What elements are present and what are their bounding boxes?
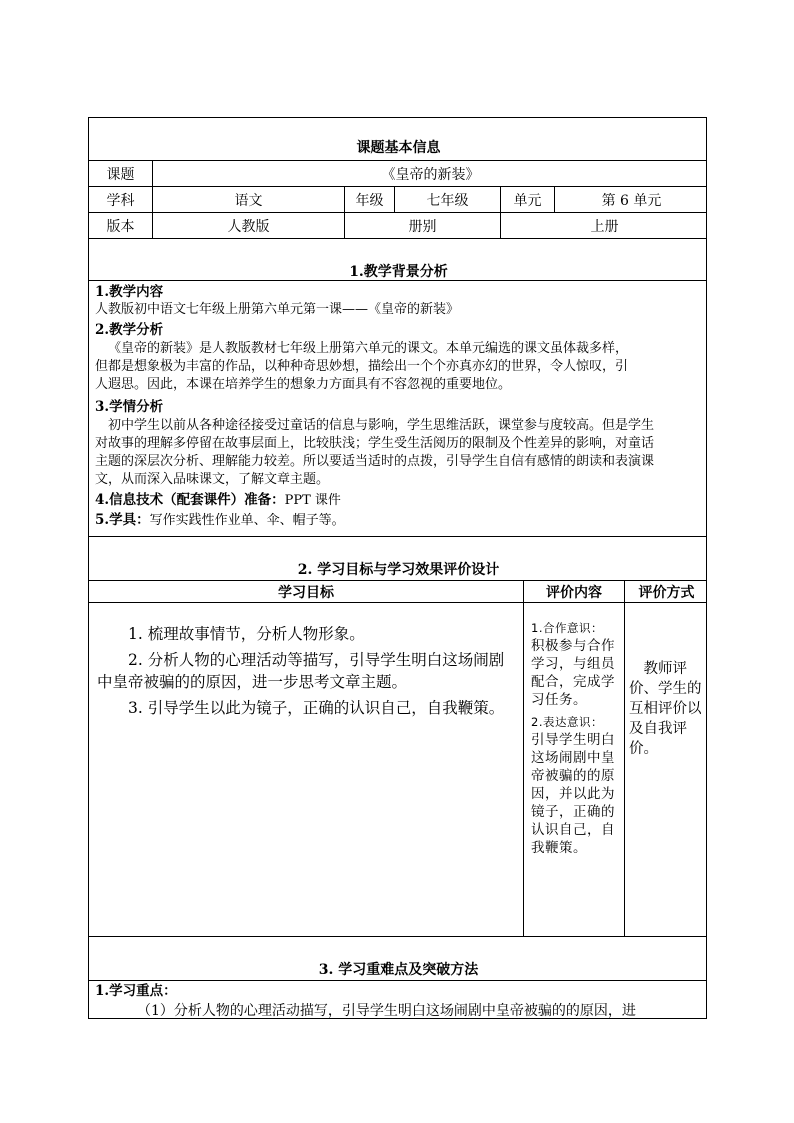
section1-content (89, 280, 707, 536)
student-line: 初中学生以前从各种途径接受过童话的信息与影响，学生思维活跃，课堂参与度较高。但是学生 (108, 418, 655, 433)
section2-title-row (89, 536, 707, 580)
eval-content-heading: 2.表达意识： (531, 715, 603, 729)
section3-content (89, 980, 707, 1019)
eval-content-body: 引导学生明白这场闹剧中皇帝被骗的的原因，并以此为镜子，正确的认识自己，自我鞭策。 (531, 732, 615, 856)
subject-value: 语文 (152, 187, 344, 212)
volume-label: 册别 (344, 213, 500, 238)
student-line: 文，从而深入品味课文，了解文章主题。 (95, 472, 330, 487)
goals-column-header: 学习目标 (278, 584, 334, 601)
analysis-line: 人遐思。因此，本课在培养学生的想象力方面具有不容忽视的重要地位。 (95, 377, 512, 392)
basic-info-title-row (89, 118, 707, 160)
column-divider (624, 603, 625, 936)
learning-goal-item: 3. 引导学生以此为镜子，正确的认识自己，自我鞭策。 (128, 699, 505, 717)
section3-title: 3. 学习重难点及突破方法 (318, 962, 479, 978)
tools-line: 5.学具：写作实践性作业单、伞、帽子等。 (95, 512, 345, 528)
section2-header-row (89, 580, 707, 602)
topic-value: 《皇帝的新装》 (152, 161, 707, 186)
teaching-content-text: 人教版初中语文七年级上册第六单元第一课——《皇帝的新装》 (95, 302, 460, 317)
edition-row (89, 212, 707, 238)
section1-title: 1.教学背景分析 (349, 264, 448, 280)
analysis-line: 《皇帝的新装》是人教版教材七年级上册第六单元的课文。本单元编选的课文虽体裁多样， (108, 341, 629, 356)
learning-goal-item: 2. 分析人物的心理活动等描写，引导学生明白这场闹剧中皇帝被骗的的原因，进一步思考文章主题。 (97, 651, 505, 691)
key-point-item: （1）分析人物的心理活动描写，引导学生明白这场闹剧中皇帝被骗的的原因，进 (137, 1003, 636, 1019)
edition-value: 人教版 (152, 213, 344, 238)
teaching-analysis-heading: 2.教学分析 (95, 322, 164, 338)
learning-goal-item: 1. 梳理故事情节，分析人物形象。 (128, 625, 365, 643)
teaching-content-heading: 1.教学内容 (95, 284, 164, 300)
lesson-plan-table (88, 117, 707, 1019)
learning-goals (97, 623, 517, 723)
topic-label: 课题 (106, 166, 135, 183)
eval-content-column-header: 评价内容 (523, 581, 624, 602)
volume-value: 上册 (500, 213, 707, 238)
basic-info-title: 课题基本信息 (356, 140, 441, 156)
eval-content (531, 619, 619, 857)
grade-label: 年级 (344, 187, 394, 212)
eval-method-column-header: 评价方式 (624, 581, 707, 602)
key-points-heading: 1.学习重点： (95, 983, 177, 999)
unit-value: 第 6 单元 (554, 187, 707, 212)
topic-row (89, 160, 707, 186)
grade-value: 七年级 (394, 187, 500, 212)
section3-title-row (89, 936, 707, 980)
subject-label: 学科 (106, 192, 135, 209)
student-line: 主题的深层次分析、理解能力较差。所以要适当适时的点拨，引导学生自信有感情的朗读和表演课 (95, 454, 655, 469)
eval-content-body: 积极参与合作学习，与组员配合，完成学习任务。 (531, 638, 615, 708)
section1-title-row (89, 238, 707, 280)
eval-method: 教师评价、学生的互相评价以及自我评价。 (629, 661, 702, 757)
student-analysis-heading: 3.学情分析 (95, 399, 164, 415)
student-line: 对故事的理解多停留在故事层面上，比较肤浅；学生受生活阅历的限制及个性差异的影响，对童话 (95, 436, 655, 451)
section2-title: 2. 学习目标与学习效果评价设计 (297, 562, 500, 578)
column-divider (523, 603, 524, 936)
analysis-line: 但都是想象极为丰富的作品，以种种奇思妙想，描绘出一个个亦真亦幻的世界，令人惊叹，引 (95, 359, 629, 374)
section2-body-row (89, 602, 707, 936)
unit-label: 单元 (500, 187, 554, 212)
eval-content-heading: 1.合作意识： (531, 621, 603, 635)
subject-row (89, 186, 707, 212)
it-prep-line: 4.信息技术（配套课件）准备：PPT 课件 (95, 492, 341, 508)
edition-label: 版本 (106, 218, 135, 235)
